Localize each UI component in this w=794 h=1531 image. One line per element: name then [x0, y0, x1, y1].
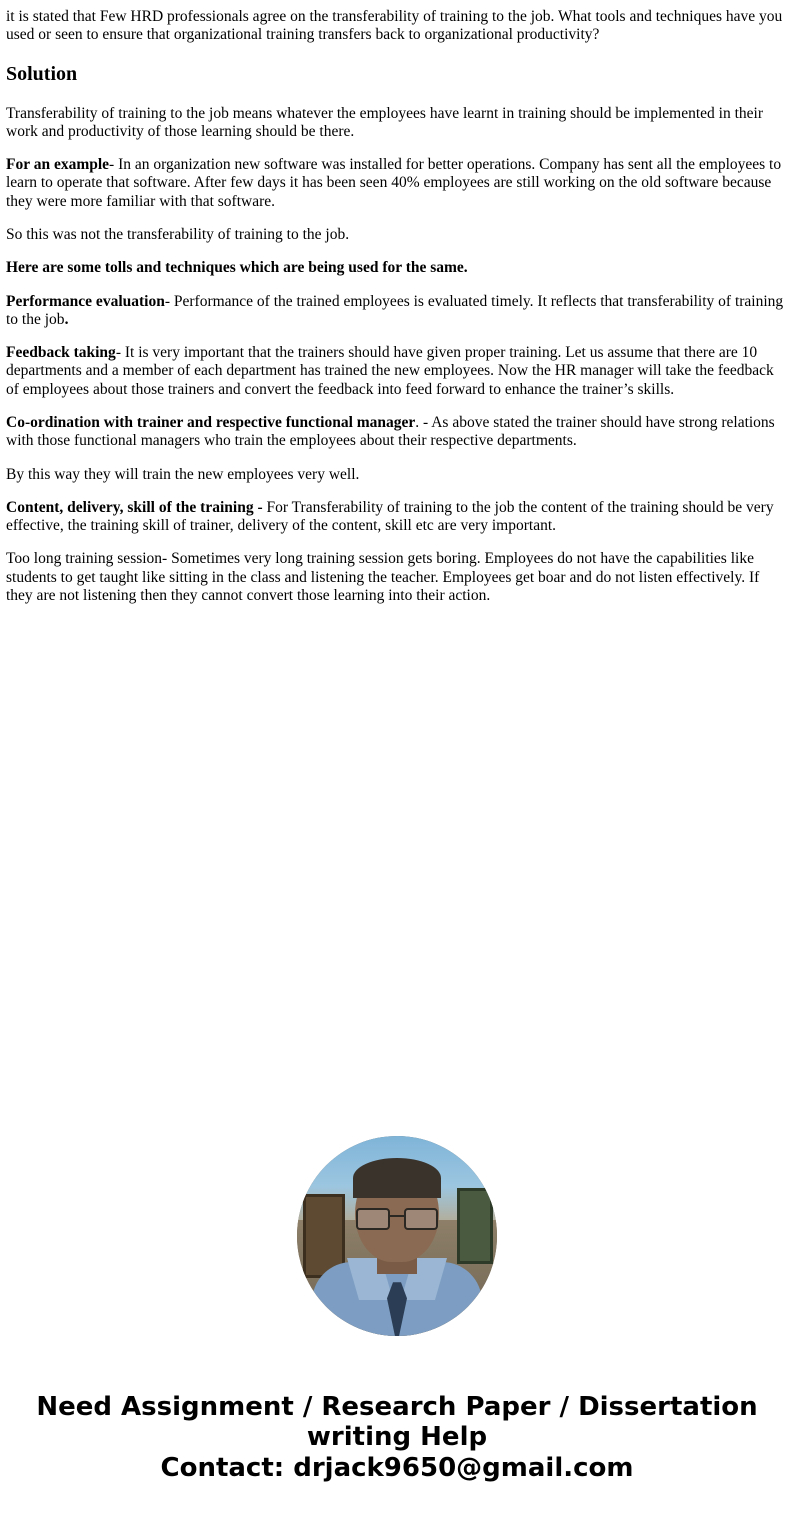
paragraph-4-lead: Here are some tolls and techniques which are being used for the same. — [6, 259, 468, 277]
question-text: it is stated that Few HRD professionals agree on the transferability of training to the job. What tools and techniques have you used or seen to ensure that organizational training transfers back to organizational productivity? — [6, 8, 783, 44]
paragraph-4 — [6, 259, 788, 277]
paragraph-5-tail: . — [64, 310, 69, 328]
document-page — [0, 8, 794, 1483]
promo-banner — [6, 1392, 788, 1482]
paragraph-6-text: - It is very important that the trainers should have given proper training. Let us assume that there are 10 departments and a member of each department has trained the new employees. Now the HR manager will take the feedback of employees about those trainers and convert the feedback into feed forward to enhance the trainer’s skills. — [6, 344, 774, 398]
glasses-icon — [355, 1208, 439, 1226]
paragraph-2-text: - In an organization new software was installed for better operations. Company has sent all the employees to learn to operate that software. After few days it has been seen 40% employees are still working on the old software because they were more familiar with that software. — [6, 156, 782, 210]
paragraph-10-text: Too long training session- Sometimes very long training session gets boring. Employees do not have the capabilities like students to get taught like sitting in the class and listening the teacher. Employees get boar and do not listen effectively. If they are not listening then they cannot convert those learning into their action. — [6, 550, 760, 604]
paragraph-6-lead: Feedback taking — [6, 344, 116, 362]
paragraph-7-text: . - As above stated the trainer should have strong relations with those functional managers who train the employees about their respective departments. — [6, 413, 775, 450]
paragraph-9 — [6, 499, 788, 536]
paragraph-6 — [6, 344, 788, 399]
paragraph-3 — [6, 226, 788, 244]
paragraph-7-lead: Co-ordination with trainer and respective functional manager — [6, 413, 416, 431]
paragraph-9-lead: Content, delivery, skill of the training - — [6, 498, 263, 516]
avatar-container — [6, 1136, 788, 1336]
paragraph-8-text: By this way they will train the new employees very well. — [6, 465, 360, 483]
blank-space — [6, 620, 788, 1136]
paragraph-5-lead: Performance evaluation — [6, 292, 165, 310]
paragraph-10 — [6, 550, 788, 605]
paragraph-2 — [6, 156, 788, 211]
paragraph-1-text: Transferability of training to the job means whatever the employees have learnt in training should be implemented in their work and productivity of those learning should be there. — [6, 104, 764, 140]
paragraph-3-text: So this was not the transferability of training to the job. — [6, 225, 350, 243]
paragraph-5-text: - Performance of the trained employees is evaluated timely. It reflects that transferability of training to the job — [6, 292, 784, 328]
paragraph-1 — [6, 105, 788, 142]
promo-line-2: writing Help — [306, 1422, 488, 1453]
promo-contact: Contact: drjack9650@gmail.com — [160, 1452, 634, 1483]
paragraph-9-text: For Transferability of training to the job the content of the training should be very effective, the training skill of trainer, delivery of the content, skill etc are very important. — [6, 498, 774, 535]
photo-frame-right — [457, 1188, 493, 1264]
paragraph-7 — [6, 414, 788, 451]
paragraph-8 — [6, 466, 788, 484]
avatar — [297, 1136, 497, 1336]
promo-line-1: Need Assignment / Research Paper / Dissertation — [36, 1392, 758, 1423]
photo-hair — [353, 1158, 441, 1198]
section-heading: Solution — [6, 62, 78, 85]
paragraph-5 — [6, 293, 788, 330]
paragraph-2-lead: For an example — [6, 156, 110, 174]
